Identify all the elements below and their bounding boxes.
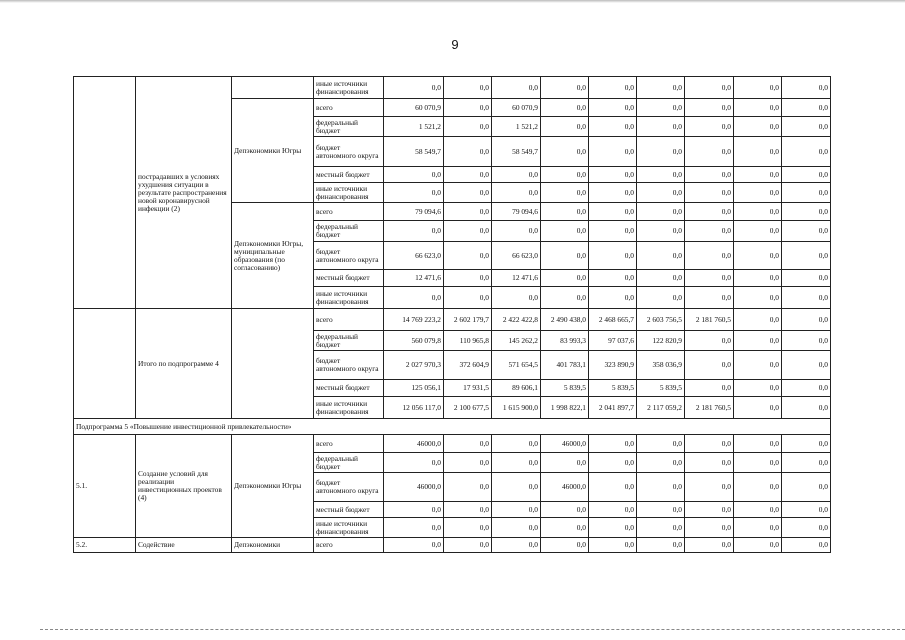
value-cell: 0,0 (637, 435, 685, 453)
value-cell: 0,0 (637, 117, 685, 137)
value-cell: 0,0 (492, 502, 541, 518)
value-cell: 17 931,5 (444, 380, 492, 397)
value-cell: 0,0 (734, 99, 782, 117)
value-cell: 0,0 (782, 518, 831, 538)
value-cell: 0,0 (444, 77, 492, 99)
event-name: Создание условий для реализации инвестиционных проектов (4) (136, 435, 232, 538)
value-cell: 5 839,5 (589, 380, 637, 397)
value-cell: 60 070,9 (384, 99, 444, 117)
value-cell: 0,0 (444, 287, 492, 309)
value-cell: 2 027 970,3 (384, 351, 444, 380)
value-cell: 0,0 (589, 242, 637, 270)
source-label: всего (314, 309, 384, 331)
value-cell: 0,0 (589, 167, 637, 183)
value-cell: 0,0 (444, 117, 492, 137)
value-cell: 0,0 (444, 183, 492, 203)
value-cell: 0,0 (782, 203, 831, 221)
value-cell: 0,0 (637, 221, 685, 242)
source-label: местный бюджет (314, 502, 384, 518)
value-cell: 0,0 (384, 77, 444, 99)
budget-table (73, 76, 831, 553)
source-label: иные источники финансирования (314, 518, 384, 538)
value-cell: 79 094,6 (492, 203, 541, 221)
value-cell: 125 056,1 (384, 380, 444, 397)
value-cell: 0,0 (492, 287, 541, 309)
source-label: федеральный бюджет (314, 331, 384, 351)
value-cell: 2 468 665,7 (589, 309, 637, 331)
bottom-edge (40, 629, 905, 632)
value-cell: 0,0 (541, 453, 589, 473)
table-row (74, 77, 831, 99)
value-cell: 0,0 (492, 77, 541, 99)
value-cell: 0,0 (637, 287, 685, 309)
value-cell: 60 070,9 (492, 99, 541, 117)
value-cell: 0,0 (444, 99, 492, 117)
value-cell: 0,0 (541, 287, 589, 309)
value-cell: 0,0 (782, 270, 831, 287)
value-cell: 0,0 (734, 397, 782, 419)
value-cell: 0,0 (685, 287, 734, 309)
value-cell: 0,0 (541, 502, 589, 518)
value-cell: 0,0 (734, 380, 782, 397)
value-cell: 0,0 (782, 435, 831, 453)
value-cell: 2 181 760,5 (685, 397, 734, 419)
value-cell: 0,0 (589, 270, 637, 287)
value-cell: 0,0 (492, 453, 541, 473)
value-cell: 1 615 900,0 (492, 397, 541, 419)
value-cell: 0,0 (384, 538, 444, 553)
number-cell (74, 77, 136, 309)
value-cell: 2 490 438,0 (541, 309, 589, 331)
value-cell: 0,0 (589, 77, 637, 99)
value-cell: 0,0 (637, 242, 685, 270)
value-cell: 0,0 (734, 502, 782, 518)
source-label: иные источники финансирования (314, 183, 384, 203)
value-cell: 0,0 (444, 203, 492, 221)
value-cell: 0,0 (589, 117, 637, 137)
value-cell: 0,0 (541, 221, 589, 242)
value-cell: 14 769 223,2 (384, 309, 444, 331)
value-cell: 1 998 822,1 (541, 397, 589, 419)
source-label: иные источники финансирования (314, 77, 384, 99)
event-name: Содействие (136, 538, 232, 553)
value-cell: 0,0 (637, 270, 685, 287)
value-cell: 1 521,2 (384, 117, 444, 137)
total-label: Итого по подпрограмме 4 (136, 309, 232, 419)
value-cell: 0,0 (734, 287, 782, 309)
value-cell: 0,0 (782, 502, 831, 518)
value-cell: 0,0 (637, 473, 685, 502)
value-cell: 358 036,9 (637, 351, 685, 380)
value-cell: 145 262,2 (492, 331, 541, 351)
value-cell: 0,0 (637, 502, 685, 518)
value-cell: 46000,0 (384, 435, 444, 453)
source-label: бюджет автономного округа (314, 137, 384, 167)
value-cell: 0,0 (589, 453, 637, 473)
source-label: бюджет автономного округа (314, 351, 384, 380)
value-cell: 0,0 (685, 203, 734, 221)
value-cell: 0,0 (685, 137, 734, 167)
value-cell: 0,0 (492, 518, 541, 538)
value-cell: 2 117 059,2 (637, 397, 685, 419)
source-label: бюджет автономного округа (314, 242, 384, 270)
value-cell: 0,0 (492, 538, 541, 553)
value-cell: 0,0 (637, 203, 685, 221)
value-cell: 0,0 (782, 183, 831, 203)
source-label: всего (314, 538, 384, 553)
value-cell: 79 094,6 (384, 203, 444, 221)
value-cell: 12 471,6 (384, 270, 444, 287)
value-cell: 0,0 (685, 242, 734, 270)
value-cell: 0,0 (685, 221, 734, 242)
value-cell: 0,0 (685, 117, 734, 137)
value-cell: 0,0 (782, 351, 831, 380)
value-cell: 372 604,9 (444, 351, 492, 380)
value-cell: 0,0 (685, 538, 734, 553)
value-cell: 0,0 (685, 99, 734, 117)
value-cell: 0,0 (541, 203, 589, 221)
value-cell: 12 056 117,0 (384, 397, 444, 419)
value-cell: 0,0 (589, 183, 637, 203)
value-cell: 2 181 760,5 (685, 309, 734, 331)
value-cell: 0,0 (589, 99, 637, 117)
source-label: федеральный бюджет (314, 221, 384, 242)
value-cell: 97 037,6 (589, 331, 637, 351)
value-cell: 0,0 (782, 77, 831, 99)
value-cell: 89 606,1 (492, 380, 541, 397)
value-cell: 0,0 (541, 270, 589, 287)
value-cell: 0,0 (589, 502, 637, 518)
value-cell: 0,0 (589, 435, 637, 453)
value-cell: 323 890,9 (589, 351, 637, 380)
value-cell: 0,0 (782, 117, 831, 137)
value-cell: 0,0 (782, 397, 831, 419)
value-cell: 401 783,1 (541, 351, 589, 380)
value-cell: 12 471,6 (492, 270, 541, 287)
value-cell: 0,0 (541, 99, 589, 117)
event-name: пострадавших в условиях ухудшения ситуации в результате распространения новой коронавирусной инфекции (2) (136, 77, 232, 309)
value-cell: 5 839,5 (541, 380, 589, 397)
value-cell: 0,0 (444, 473, 492, 502)
value-cell: 0,0 (685, 331, 734, 351)
table-row (74, 435, 831, 453)
value-cell: 0,0 (541, 518, 589, 538)
value-cell: 2 100 677,5 (444, 397, 492, 419)
value-cell: 0,0 (782, 221, 831, 242)
value-cell: 0,0 (734, 242, 782, 270)
executor-cell (232, 309, 314, 419)
value-cell: 0,0 (589, 287, 637, 309)
value-cell: 0,0 (492, 473, 541, 502)
value-cell: 0,0 (637, 137, 685, 167)
executor-cell: Депэкономики Югры (232, 99, 314, 203)
value-cell: 2 041 897,7 (589, 397, 637, 419)
value-cell: 0,0 (782, 538, 831, 553)
value-cell: 0,0 (589, 518, 637, 538)
value-cell: 0,0 (444, 518, 492, 538)
value-cell: 0,0 (492, 167, 541, 183)
value-cell: 0,0 (384, 287, 444, 309)
source-label: всего (314, 435, 384, 453)
value-cell: 0,0 (637, 538, 685, 553)
value-cell: 0,0 (734, 270, 782, 287)
value-cell: 0,0 (541, 242, 589, 270)
value-cell: 0,0 (444, 167, 492, 183)
value-cell: 0,0 (685, 435, 734, 453)
value-cell: 66 623,0 (492, 242, 541, 270)
value-cell: 0,0 (685, 473, 734, 502)
value-cell: 0,0 (734, 453, 782, 473)
value-cell: 83 993,3 (541, 331, 589, 351)
value-cell: 0,0 (782, 453, 831, 473)
value-cell: 0,0 (734, 435, 782, 453)
value-cell: 122 820,9 (637, 331, 685, 351)
source-label: иные источники финансирования (314, 287, 384, 309)
value-cell: 0,0 (685, 77, 734, 99)
source-label: федеральный бюджет (314, 453, 384, 473)
value-cell: 0,0 (685, 270, 734, 287)
number-cell: 5.1. (74, 435, 136, 538)
value-cell: 0,0 (589, 538, 637, 553)
value-cell: 5 839,5 (637, 380, 685, 397)
value-cell: 0,0 (492, 435, 541, 453)
value-cell: 0,0 (384, 183, 444, 203)
source-label: местный бюджет (314, 270, 384, 287)
value-cell: 58 549,7 (384, 137, 444, 167)
value-cell: 0,0 (782, 287, 831, 309)
value-cell: 0,0 (444, 502, 492, 518)
value-cell: 0,0 (734, 117, 782, 137)
value-cell: 46000,0 (541, 473, 589, 502)
value-cell: 0,0 (444, 538, 492, 553)
top-edge (0, 0, 905, 3)
value-cell: 0,0 (782, 167, 831, 183)
value-cell: 2 603 756,5 (637, 309, 685, 331)
value-cell: 0,0 (589, 473, 637, 502)
value-cell: 0,0 (734, 538, 782, 553)
value-cell: 66 623,0 (384, 242, 444, 270)
value-cell: 0,0 (782, 242, 831, 270)
table-row (74, 309, 831, 331)
value-cell: 0,0 (384, 221, 444, 242)
value-cell: 0,0 (685, 183, 734, 203)
value-cell: 0,0 (734, 518, 782, 538)
value-cell: 0,0 (734, 183, 782, 203)
value-cell: 571 654,5 (492, 351, 541, 380)
value-cell: 0,0 (384, 167, 444, 183)
source-label: местный бюджет (314, 380, 384, 397)
value-cell: 0,0 (541, 183, 589, 203)
source-label: всего (314, 99, 384, 117)
value-cell: 110 965,8 (444, 331, 492, 351)
value-cell: 0,0 (589, 203, 637, 221)
value-cell: 0,0 (492, 221, 541, 242)
value-cell: 0,0 (541, 77, 589, 99)
value-cell: 46000,0 (384, 473, 444, 502)
value-cell: 0,0 (384, 502, 444, 518)
value-cell: 0,0 (637, 518, 685, 538)
value-cell: 0,0 (734, 77, 782, 99)
value-cell: 0,0 (444, 435, 492, 453)
value-cell: 0,0 (782, 309, 831, 331)
value-cell: 0,0 (444, 137, 492, 167)
value-cell: 0,0 (734, 137, 782, 167)
value-cell: 0,0 (541, 117, 589, 137)
value-cell: 0,0 (384, 518, 444, 538)
value-cell: 0,0 (541, 137, 589, 167)
value-cell: 0,0 (685, 380, 734, 397)
value-cell: 0,0 (734, 167, 782, 183)
value-cell: 0,0 (637, 99, 685, 117)
value-cell: 0,0 (685, 167, 734, 183)
value-cell: 0,0 (541, 167, 589, 183)
value-cell: 560 079,8 (384, 331, 444, 351)
subprogram-heading: Подпрограмма 5 «Повышение инвестиционной привлекательности» (74, 419, 831, 435)
value-cell: 0,0 (734, 309, 782, 331)
value-cell: 0,0 (782, 380, 831, 397)
table-row (74, 538, 831, 553)
value-cell: 1 521,2 (492, 117, 541, 137)
page-number: 9 (451, 37, 459, 52)
value-cell: 0,0 (384, 453, 444, 473)
value-cell: 0,0 (685, 453, 734, 473)
value-cell: 0,0 (637, 167, 685, 183)
value-cell: 0,0 (782, 137, 831, 167)
value-cell: 0,0 (734, 473, 782, 502)
executor-cell: Депэкономики (232, 538, 314, 553)
number-cell: 5.2. (74, 538, 136, 553)
value-cell: 0,0 (444, 242, 492, 270)
value-cell: 0,0 (734, 331, 782, 351)
source-label: иные источники финансирования (314, 397, 384, 419)
value-cell: 0,0 (492, 183, 541, 203)
executor-cell: Депэкономики Югры, муниципальные образования (по согласованию) (232, 203, 314, 309)
value-cell: 58 549,7 (492, 137, 541, 167)
source-label: всего (314, 203, 384, 221)
value-cell: 0,0 (589, 137, 637, 167)
value-cell: 0,0 (782, 473, 831, 502)
executor-cell (232, 77, 314, 99)
source-label: бюджет автономного округа (314, 473, 384, 502)
value-cell: 0,0 (637, 183, 685, 203)
value-cell: 0,0 (734, 351, 782, 380)
value-cell: 0,0 (541, 538, 589, 553)
value-cell: 0,0 (685, 351, 734, 380)
value-cell: 0,0 (444, 453, 492, 473)
value-cell: 0,0 (589, 221, 637, 242)
value-cell: 0,0 (782, 99, 831, 117)
value-cell: 0,0 (637, 77, 685, 99)
value-cell: 46000,0 (541, 435, 589, 453)
value-cell: 0,0 (444, 221, 492, 242)
value-cell: 0,0 (685, 518, 734, 538)
value-cell: 0,0 (734, 221, 782, 242)
number-cell (74, 309, 136, 419)
source-label: местный бюджет (314, 167, 384, 183)
value-cell: 0,0 (685, 502, 734, 518)
value-cell: 0,0 (782, 331, 831, 351)
source-label: федеральный бюджет (314, 117, 384, 137)
value-cell: 2 602 179,7 (444, 309, 492, 331)
table-row (74, 419, 831, 435)
value-cell: 0,0 (444, 270, 492, 287)
value-cell: 2 422 422,8 (492, 309, 541, 331)
value-cell: 0,0 (734, 203, 782, 221)
executor-cell: Депэкономики Югры (232, 435, 314, 538)
value-cell: 0,0 (637, 453, 685, 473)
